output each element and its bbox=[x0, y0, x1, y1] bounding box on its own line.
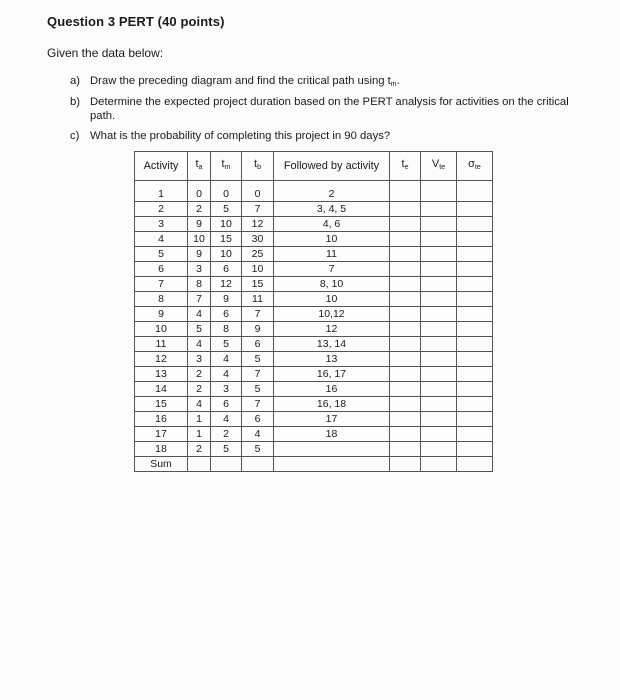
cell-ta: 2 bbox=[188, 442, 211, 457]
cell-tb: 11 bbox=[242, 292, 274, 307]
cell-ste bbox=[457, 202, 493, 217]
cell-ste bbox=[457, 181, 493, 202]
cell-followed: 18 bbox=[274, 427, 390, 442]
cell-tm: 6 bbox=[211, 307, 242, 322]
cell-tm: 15 bbox=[211, 232, 242, 247]
header-activity: Activity bbox=[135, 152, 188, 181]
part-marker: c) bbox=[70, 130, 80, 142]
cell-followed: 7 bbox=[274, 262, 390, 277]
cell-followed: 2 bbox=[274, 181, 390, 202]
cell-tm: 4 bbox=[211, 412, 242, 427]
sum-cell-followed bbox=[274, 457, 390, 472]
cell-ta: 1 bbox=[188, 412, 211, 427]
table-row bbox=[135, 181, 493, 202]
header-tb-base: t bbox=[254, 158, 258, 170]
cell-ta: 2 bbox=[188, 202, 211, 217]
table-row bbox=[135, 442, 493, 457]
header-ta bbox=[188, 152, 211, 181]
question-intro: Given the data below: bbox=[47, 46, 164, 60]
cell-te bbox=[390, 202, 421, 217]
cell-te bbox=[390, 412, 421, 427]
cell-te bbox=[390, 427, 421, 442]
cell-tb: 15 bbox=[242, 277, 274, 292]
cell-ta: 4 bbox=[188, 397, 211, 412]
table-row bbox=[135, 397, 493, 412]
cell-vte bbox=[421, 307, 457, 322]
header-tm-base: t bbox=[221, 158, 225, 170]
cell-tb: 30 bbox=[242, 232, 274, 247]
cell-ste bbox=[457, 307, 493, 322]
question-parts bbox=[70, 74, 590, 146]
header-ste bbox=[457, 152, 493, 181]
cell-ta: 4 bbox=[188, 337, 211, 352]
cell-ta: 2 bbox=[188, 367, 211, 382]
header-tb-sub: b bbox=[257, 164, 261, 171]
cell-tb: 7 bbox=[242, 202, 274, 217]
table-row bbox=[135, 382, 493, 397]
question-part-c bbox=[70, 129, 590, 143]
cell-te bbox=[390, 397, 421, 412]
cell-ta: 4 bbox=[188, 307, 211, 322]
cell-tb: 0 bbox=[242, 181, 274, 202]
cell-vte bbox=[421, 352, 457, 367]
cell-vte bbox=[421, 322, 457, 337]
cell-te bbox=[390, 322, 421, 337]
cell-tb: 4 bbox=[242, 427, 274, 442]
cell-tb: 5 bbox=[242, 382, 274, 397]
cell-vte bbox=[421, 217, 457, 232]
cell-tm: 4 bbox=[211, 352, 242, 367]
cell-activity: 17 bbox=[135, 427, 188, 442]
cell-vte bbox=[421, 277, 457, 292]
cell-activity: 6 bbox=[135, 262, 188, 277]
cell-activity: 10 bbox=[135, 322, 188, 337]
cell-ta: 3 bbox=[188, 352, 211, 367]
table-row bbox=[135, 277, 493, 292]
cell-vte bbox=[421, 337, 457, 352]
header-vte-base: V bbox=[431, 158, 440, 170]
cell-ste bbox=[457, 382, 493, 397]
cell-followed: 16, 18 bbox=[274, 397, 390, 412]
cell-followed: 16 bbox=[274, 382, 390, 397]
cell-te bbox=[390, 367, 421, 382]
cell-ste bbox=[457, 322, 493, 337]
cell-te bbox=[390, 352, 421, 367]
cell-activity: 16 bbox=[135, 412, 188, 427]
cell-followed: 10 bbox=[274, 232, 390, 247]
cell-activity: 12 bbox=[135, 352, 188, 367]
cell-tb: 25 bbox=[242, 247, 274, 262]
table-row bbox=[135, 232, 493, 247]
sum-cell-tm bbox=[211, 457, 242, 472]
cell-activity: 2 bbox=[135, 202, 188, 217]
table-row bbox=[135, 427, 493, 442]
cell-tm: 9 bbox=[211, 292, 242, 307]
cell-activity: 9 bbox=[135, 307, 188, 322]
cell-ta: 9 bbox=[188, 247, 211, 262]
cell-ste bbox=[457, 262, 493, 277]
cell-ta: 7 bbox=[188, 292, 211, 307]
cell-followed: 10 bbox=[274, 292, 390, 307]
cell-tm: 8 bbox=[211, 322, 242, 337]
part-text: Draw the preceding diagram and find the critical path using t bbox=[90, 75, 391, 87]
cell-te bbox=[390, 382, 421, 397]
cell-ste bbox=[457, 232, 493, 247]
table-row bbox=[135, 322, 493, 337]
part-text: Determine the expected project duration based on the PERT analysis for activities on the critical path. bbox=[90, 96, 569, 122]
cell-followed bbox=[274, 442, 390, 457]
cell-vte bbox=[421, 442, 457, 457]
sum-cell-vte bbox=[421, 457, 457, 472]
cell-tm: 10 bbox=[211, 247, 242, 262]
table-row bbox=[135, 337, 493, 352]
cell-vte bbox=[421, 181, 457, 202]
cell-te bbox=[390, 292, 421, 307]
cell-tm: 6 bbox=[211, 262, 242, 277]
header-ste-sub: te bbox=[474, 164, 481, 171]
header-te bbox=[390, 152, 421, 181]
table-row bbox=[135, 262, 493, 277]
cell-te bbox=[390, 307, 421, 322]
cell-ste bbox=[457, 367, 493, 382]
header-te-base: t bbox=[401, 158, 405, 170]
cell-ste bbox=[457, 427, 493, 442]
cell-ta: 0 bbox=[188, 181, 211, 202]
cell-te bbox=[390, 217, 421, 232]
cell-ste bbox=[457, 397, 493, 412]
header-tm bbox=[211, 152, 242, 181]
header-ta-sub: a bbox=[198, 164, 203, 171]
question-part-a bbox=[70, 74, 590, 92]
cell-tm: 2 bbox=[211, 427, 242, 442]
cell-te bbox=[390, 442, 421, 457]
cell-ta: 10 bbox=[188, 232, 211, 247]
pert-table bbox=[134, 151, 493, 472]
cell-followed: 8, 10 bbox=[274, 277, 390, 292]
cell-vte bbox=[421, 262, 457, 277]
header-vte-sub: te bbox=[439, 164, 446, 171]
cell-followed: 3, 4, 5 bbox=[274, 202, 390, 217]
cell-ta: 1 bbox=[188, 427, 211, 442]
cell-vte bbox=[421, 382, 457, 397]
table-row bbox=[135, 217, 493, 232]
cell-tb: 6 bbox=[242, 412, 274, 427]
header-ste-base: σ bbox=[468, 158, 475, 170]
cell-tb: 7 bbox=[242, 397, 274, 412]
cell-vte bbox=[421, 247, 457, 262]
part-tail: . bbox=[396, 75, 400, 87]
question-part-b bbox=[70, 95, 590, 123]
cell-te bbox=[390, 247, 421, 262]
cell-activity: 18 bbox=[135, 442, 188, 457]
cell-ste bbox=[457, 217, 493, 232]
header-followed-by: Followed by activity bbox=[274, 152, 390, 181]
cell-ta: 9 bbox=[188, 217, 211, 232]
table-row bbox=[135, 352, 493, 367]
table-row bbox=[135, 307, 493, 322]
part-subscript: m bbox=[390, 81, 397, 88]
cell-ste bbox=[457, 292, 493, 307]
part-marker: a) bbox=[70, 75, 81, 87]
cell-followed: 16, 17 bbox=[274, 367, 390, 382]
table-header-row bbox=[135, 152, 493, 181]
cell-tm: 12 bbox=[211, 277, 242, 292]
cell-tm: 6 bbox=[211, 397, 242, 412]
cell-vte bbox=[421, 232, 457, 247]
header-te-sub: e bbox=[404, 164, 409, 171]
cell-vte bbox=[421, 427, 457, 442]
cell-tb: 12 bbox=[242, 217, 274, 232]
cell-vte bbox=[421, 397, 457, 412]
cell-activity: 3 bbox=[135, 217, 188, 232]
sum-cell-ta bbox=[188, 457, 211, 472]
cell-te bbox=[390, 337, 421, 352]
table-row bbox=[135, 412, 493, 427]
cell-tm: 5 bbox=[211, 442, 242, 457]
cell-tm: 5 bbox=[211, 202, 242, 217]
cell-tb: 7 bbox=[242, 367, 274, 382]
cell-vte bbox=[421, 202, 457, 217]
header-vte bbox=[421, 152, 457, 181]
cell-activity: 13 bbox=[135, 367, 188, 382]
cell-ste bbox=[457, 442, 493, 457]
cell-followed: 13 bbox=[274, 352, 390, 367]
cell-ste bbox=[457, 337, 493, 352]
cell-followed: 10,12 bbox=[274, 307, 390, 322]
cell-followed: 12 bbox=[274, 322, 390, 337]
cell-activity: 7 bbox=[135, 277, 188, 292]
sum-cell-te bbox=[390, 457, 421, 472]
cell-ste bbox=[457, 412, 493, 427]
cell-tb: 10 bbox=[242, 262, 274, 277]
cell-ta: 8 bbox=[188, 277, 211, 292]
question-title: Question 3 PERT (40 points) bbox=[47, 14, 225, 29]
cell-activity: 14 bbox=[135, 382, 188, 397]
part-marker: b) bbox=[70, 96, 81, 108]
cell-activity: 1 bbox=[135, 181, 188, 202]
cell-tb: 9 bbox=[242, 322, 274, 337]
sum-cell-tb bbox=[242, 457, 274, 472]
cell-ta: 5 bbox=[188, 322, 211, 337]
cell-tb: 5 bbox=[242, 352, 274, 367]
cell-tb: 5 bbox=[242, 442, 274, 457]
cell-tm: 0 bbox=[211, 181, 242, 202]
cell-te bbox=[390, 181, 421, 202]
header-tm-sub: m bbox=[224, 164, 231, 171]
table-row bbox=[135, 202, 493, 217]
cell-vte bbox=[421, 412, 457, 427]
cell-activity: 15 bbox=[135, 397, 188, 412]
cell-te bbox=[390, 232, 421, 247]
cell-te bbox=[390, 277, 421, 292]
cell-activity: 11 bbox=[135, 337, 188, 352]
cell-activity: 8 bbox=[135, 292, 188, 307]
cell-followed: 13, 14 bbox=[274, 337, 390, 352]
cell-te bbox=[390, 262, 421, 277]
table-row bbox=[135, 367, 493, 382]
sum-label: Sum bbox=[135, 457, 188, 472]
cell-tm: 10 bbox=[211, 217, 242, 232]
cell-vte bbox=[421, 292, 457, 307]
table-row bbox=[135, 292, 493, 307]
header-tb bbox=[242, 152, 274, 181]
cell-followed: 4, 6 bbox=[274, 217, 390, 232]
cell-followed: 17 bbox=[274, 412, 390, 427]
cell-tm: 3 bbox=[211, 382, 242, 397]
cell-ste bbox=[457, 352, 493, 367]
cell-ste bbox=[457, 277, 493, 292]
cell-followed: 11 bbox=[274, 247, 390, 262]
part-text: What is the probability of completing this project in 90 days? bbox=[90, 130, 391, 142]
cell-tb: 7 bbox=[242, 307, 274, 322]
sum-cell-ste bbox=[457, 457, 493, 472]
table-row bbox=[135, 247, 493, 262]
cell-ta: 3 bbox=[188, 262, 211, 277]
cell-ta: 2 bbox=[188, 382, 211, 397]
cell-ste bbox=[457, 247, 493, 262]
table-sum-row bbox=[135, 457, 493, 472]
cell-tb: 6 bbox=[242, 337, 274, 352]
cell-vte bbox=[421, 367, 457, 382]
header-ta-base: t bbox=[195, 158, 199, 170]
table-body bbox=[135, 181, 493, 472]
cell-activity: 5 bbox=[135, 247, 188, 262]
cell-tm: 4 bbox=[211, 367, 242, 382]
cell-activity: 4 bbox=[135, 232, 188, 247]
cell-tm: 5 bbox=[211, 337, 242, 352]
